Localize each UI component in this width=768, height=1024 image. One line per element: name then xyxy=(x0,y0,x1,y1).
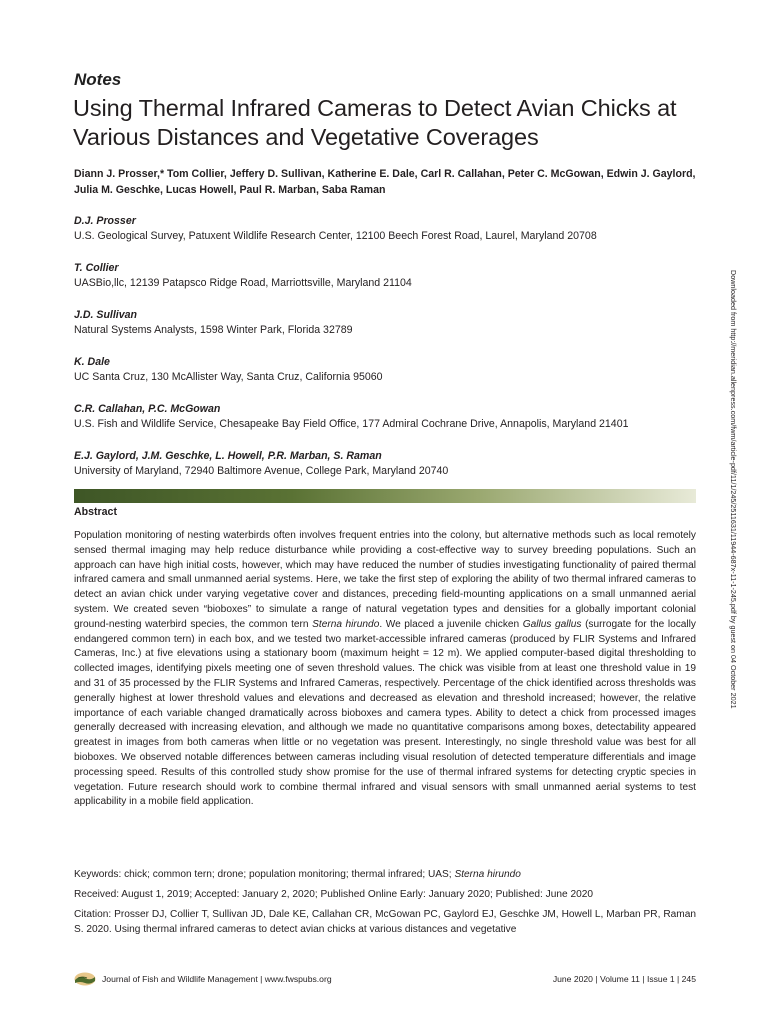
abstract-text-part: . We placed a juvenile chicken xyxy=(379,618,520,630)
author-list: Diann J. Prosser,* Tom Collier, Jeffery D. Sullivan, Katherine E. Dale, Carl R. Callahan, Peter C. McGowan, Edwin J. Gaylord, Julia M. Geschke, Lucas Howell, Paul R. Marban, Saba Raman xyxy=(74,168,696,196)
abstract-text-part: (surrogate for the locally endangered common tern) in each box, and we tested two market-accessible infrared cameras (produced by FLIR Systems and Infrared Cameras, Inc.) at five elevations using a stationary boom (maximum height = 12 m). We applied computer-based digital thresholding to collected images, identifying pixels meeting one of seven threshold values. The chick was visible from at least one threshold value in 19 and 31 of 35 processed by the FLIR Systems and Infrared Cameras, respectively. Percentage of the chick identified across thresholds was generally highest at lower threshold values and elevations and decreased as elevation and threshold increased; however, the relative importance of each variable changed dramatically across bioboxes and camera types. Ability to detect a chick from processed images generally decreased with increasing elevation, and although we made no quantitative comparisons among boxes, detectability appeared greatest in images from both cameras when little or no vegetation was present. Interestingly, no single threshold value was best for all bioboxes. We observed notable differences between cameras including visual resolution of detected temperature differentials and image processing speed. Results of this controlled study show promise for the use of thermal infrared systems for detecting cryptic species in vegetation. Future research should work to combine thermal infrared and visual sensors with small unmanned aerial systems to test applicability in a mobile field application. xyxy=(74,618,696,808)
keywords-text: Keywords: chick; common tern; drone; population monitoring; thermal infrared; UAS; xyxy=(74,869,452,880)
journal-logo-icon xyxy=(74,972,96,986)
keywords xyxy=(74,868,696,883)
affiliation-block xyxy=(74,449,714,479)
affiliation-names: C.R. Callahan, P.C. McGowan xyxy=(74,403,221,415)
abstract-heading: Abstract xyxy=(74,506,117,518)
abstract-text xyxy=(74,529,696,810)
affiliation-address: UASBio,llc, 12139 Patapsco Ridge Road, Marriottsville, Maryland 21104 xyxy=(74,277,412,289)
species-name: Sterna hirundo xyxy=(312,618,380,630)
affiliation-names: E.J. Gaylord, J.M. Geschke, L. Howell, P.R. Marban, S. Raman xyxy=(74,450,382,462)
affiliation-block xyxy=(74,402,714,432)
affiliation-names: J.D. Sullivan xyxy=(74,309,137,321)
citation: Citation: Prosser DJ, Collier T, Sullivan JD, Dale KE, Callahan CR, McGowan PC, Gaylord EJ, Geschke JM, Howell L, Marban PR, Raman S. 2020. Using thermal infrared cameras to detect avian chicks at various distances and vegetative xyxy=(74,909,696,935)
footer-issue-info: June 2020 | Volume 11 | Issue 1 | 245 xyxy=(552,974,696,984)
download-watermark: Downloaded from http://meridian.allenpress.com/fwm/article-pdf/11/1/245/2511631/11944-687x-11-1-245.pdf by guest on 04 October 2021 xyxy=(729,270,738,709)
section-label: Notes xyxy=(74,70,122,89)
affiliation-address: Natural Systems Analysts, 1598 Winter Park, Florida 32789 xyxy=(74,324,353,336)
affiliation-address: University of Maryland, 72940 Baltimore Avenue, College Park, Maryland 20740 xyxy=(74,465,449,477)
affiliation-address: U.S. Fish and Wildlife Service, Chesapeake Bay Field Office, 177 Admiral Cochrane Drive, Annapolis, Maryland 21401 xyxy=(74,418,629,430)
page-footer xyxy=(74,971,696,989)
article-title: Using Thermal Infrared Cameras to Detect Avian Chicks at Various Distances and Vegetative Coverages xyxy=(73,95,677,150)
affiliation-address: UC Santa Cruz, 130 McAllister Way, Santa Cruz, California 95060 xyxy=(74,371,383,383)
affiliation-block xyxy=(74,355,714,385)
affiliation-block xyxy=(74,214,714,244)
keyword-species: Sterna hirundo xyxy=(454,869,521,880)
publication-dates: Received: August 1, 2019; Accepted: January 2, 2020; Published Online Early: January 2020; Published: June 2020 xyxy=(74,889,593,900)
affiliation-names: D.J. Prosser xyxy=(74,215,136,227)
affiliation-address: U.S. Geological Survey, Patuxent Wildlife Research Center, 12100 Beech Forest Road, Laurel, Maryland 20708 xyxy=(74,230,597,242)
species-name: Gallus gallus xyxy=(522,618,582,630)
affiliation-names: K. Dale xyxy=(74,356,110,368)
abstract-divider-bar xyxy=(74,489,696,503)
affiliation-block xyxy=(74,308,714,338)
abstract-text-part: Population monitoring of nesting waterbirds often involves frequent entries into the colony, but alternative methods such as local remotely sensed thermal imaging may help reduce disturbance while providing a cost-effective way to survey breeding populations. Such an approach can have high initial costs, however, which may have reduced the number of studies investigating functionality of paired thermal infrared camera and small unmanned aerial systems. Here, we take the first step of exploring the ability of two thermal infrared cameras to detect an avian chick under varying vegetative cover and distances, preceding field-mounting applications on a small unmanned aerial system. We created seven “bioboxes” to simulate a range of natural vegetation types and densities for a globally important colonial ground-nesting waterbird species, the common tern xyxy=(74,530,696,630)
affiliation-names: T. Collier xyxy=(74,262,119,274)
affiliation-block xyxy=(74,261,714,291)
footer-journal: Journal of Fish and Wildlife Management | www.fwspubs.org xyxy=(102,974,332,984)
